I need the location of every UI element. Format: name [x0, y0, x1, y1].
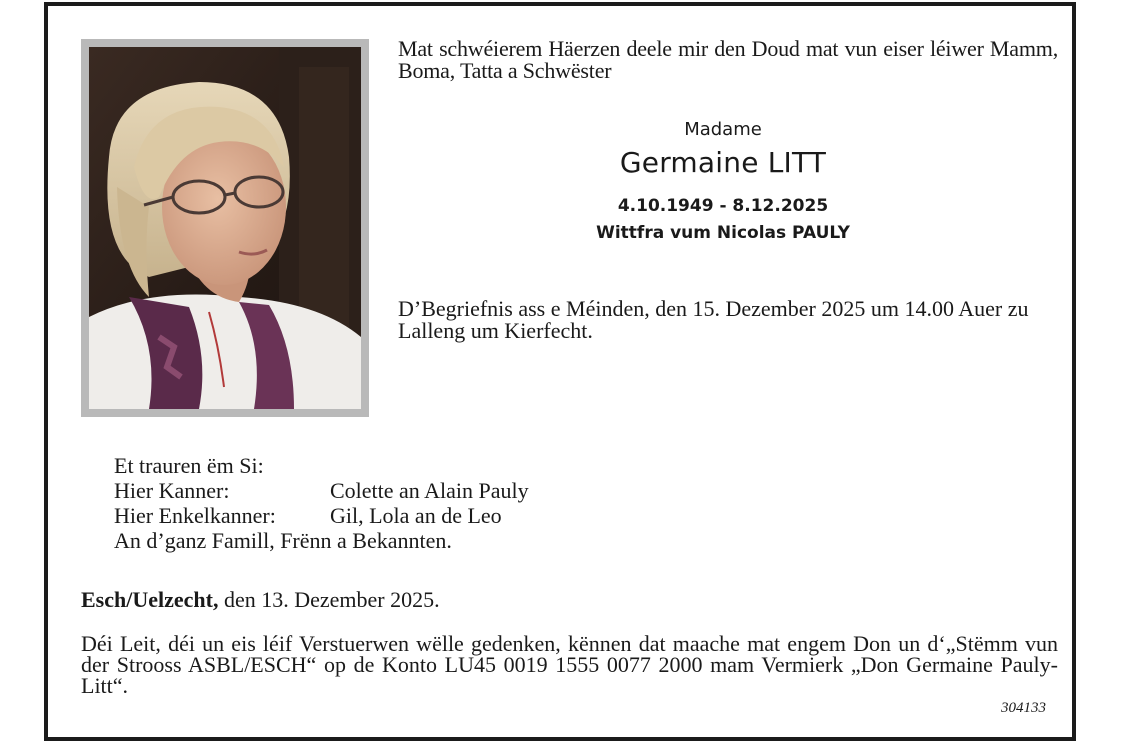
life-dates: 4.10.1949 - 8.12.2025 — [617, 196, 829, 216]
burial-info: D’Begriefnis ass e Méinden, den 15. Dezember 2025 um 14.00 Auer zu Lalleng um Kierfecht. — [398, 296, 1029, 343]
obituary-notice — [44, 2, 1076, 741]
portrait-photo — [81, 39, 369, 417]
deceased-name: Germaine LITT — [619, 146, 827, 179]
grandchildren-names: Gil, Lola an de Leo — [330, 503, 502, 528]
intro-text: Mat schwéierem Häerzen deele mir den Doud mat vun eiser léiwer Mamm, Boma, Tatta a Schwëster — [398, 36, 1058, 83]
children-names: Colette an Alain Pauly — [330, 478, 529, 503]
reference-number: 304133 — [1001, 700, 1046, 716]
other-mourners: An d’ganz Famill, Frënn a Bekannten. — [114, 528, 452, 553]
place-city: Esch/Uelzecht, — [81, 587, 219, 612]
portrait-image — [89, 47, 361, 409]
relation-text: Wittfra vum Nicolas PAULY — [596, 223, 850, 243]
children-row — [114, 478, 529, 503]
grandchildren-label: Hier Enkelkanner: — [114, 503, 276, 528]
grandchildren-row — [114, 503, 529, 528]
children-label: Hier Kanner: — [114, 478, 230, 503]
mourners-list — [114, 453, 529, 553]
donation-text: Déi Leit, déi un eis léif Verstuerwen wëlle gedenken, kënnen dat maache mat engem Don un d‘„Stëmm vun der Strooss ASBL/ESCH“ op de Konto LU45 0019 1555 0077 2000 mam Vermierk „Don Germaine Pauly-Litt“. — [81, 631, 1058, 698]
mourners-heading: Et trauren ëm Si: — [114, 453, 264, 478]
notice-date: den 13. Dezember 2025. — [223, 587, 440, 612]
place-date — [81, 587, 440, 613]
honorific: Madame — [684, 119, 762, 140]
